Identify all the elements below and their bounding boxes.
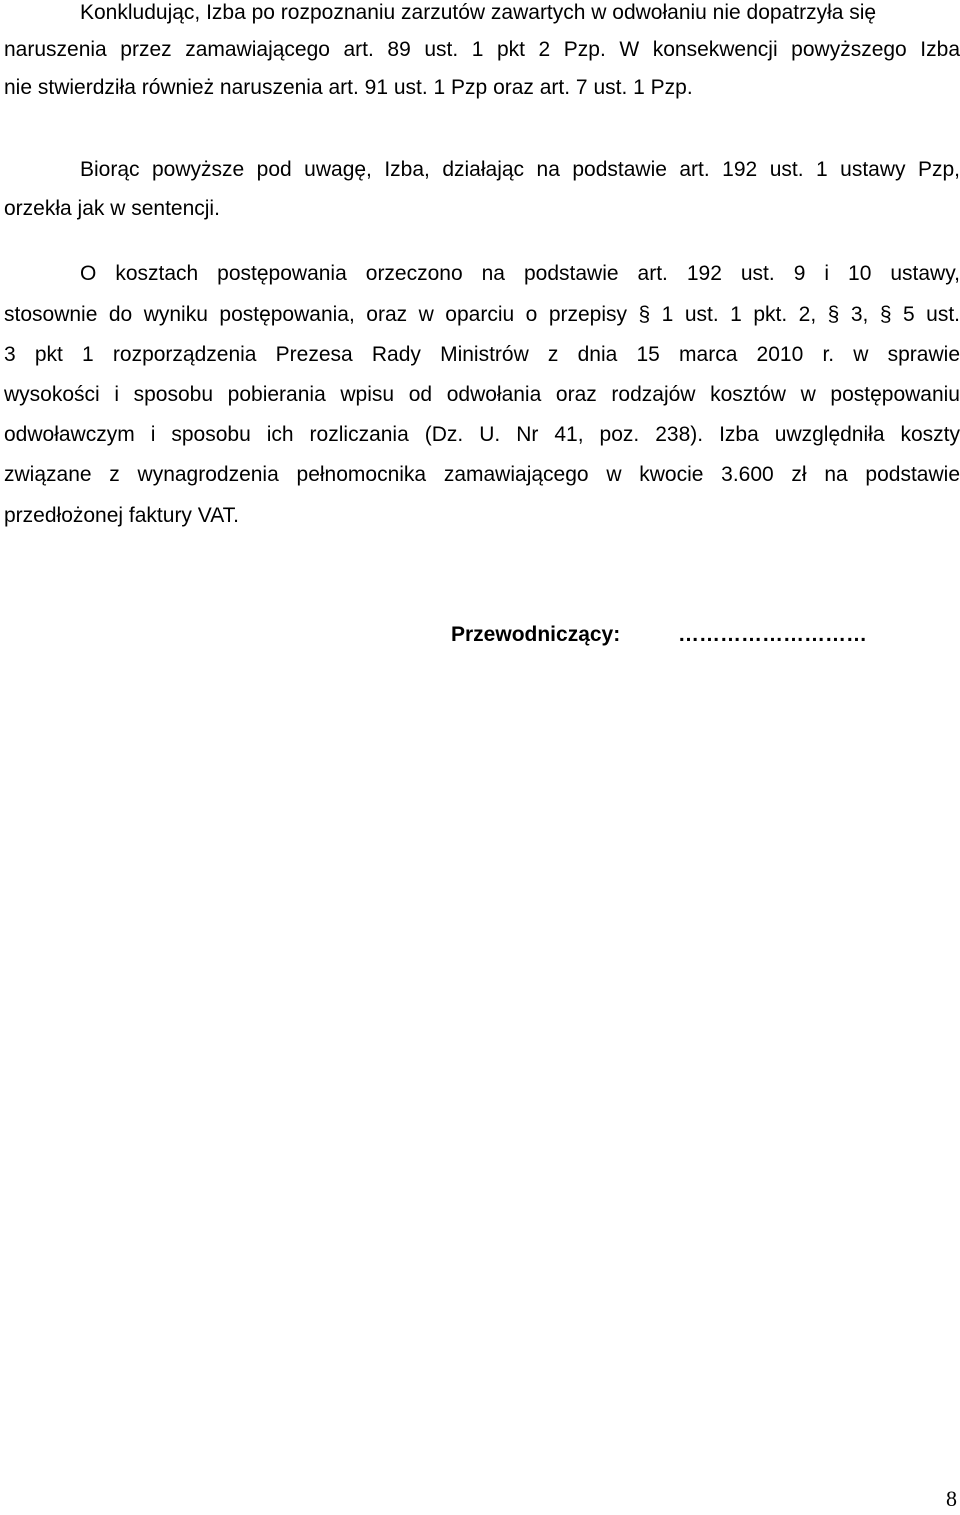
- text-line: nie stwierdziła również naruszenia art. 91 ust. 1 Pzp oraz art. 7 ust. 1 Pzp.: [4, 76, 693, 99]
- text-line: Biorąc powyższe pod uwagę, Izba, działając na podstawie art. 192 ust. 1 ustawy Pzp,: [80, 158, 960, 181]
- text-line: naruszenia przez zamawiającego art. 89 ust. 1 pkt 2 Pzp. W konsekwencji powyższego Izba: [4, 38, 960, 61]
- text-line: orzekła jak w sentencji.: [4, 197, 220, 220]
- signature-line: ………………………: [678, 623, 867, 646]
- text-line: przedłożonej faktury VAT.: [4, 504, 239, 527]
- text-line: 3 pkt 1 rozporządzenia Prezesa Rady Ministrów z dnia 15 marca 2010 r. w sprawie: [4, 343, 960, 366]
- text-line: wysokości i sposobu pobierania wpisu od odwołania oraz rodzajów kosztów w postępowaniu: [4, 383, 960, 406]
- text-line: O kosztach postępowania orzeczono na podstawie art. 192 ust. 9 i 10 ustawy,: [80, 262, 960, 285]
- text-line: odwoławczym i sposobu ich rozliczania (Dz. U. Nr 41, poz. 238). Izba uwzględniła koszty: [4, 423, 960, 446]
- page-number: 8: [946, 1486, 957, 1511]
- text-line: związane z wynagrodzenia pełnomocnika zamawiającego w kwocie 3.600 zł na podstawie: [4, 463, 960, 486]
- signature-label: Przewodniczący:: [451, 623, 621, 646]
- text-line: Konkludując, Izba po rozpoznaniu zarzutów zawartych w odwołaniu nie dopatrzyła się: [80, 1, 877, 24]
- text-line: stosownie do wyniku postępowania, oraz w oparciu o przepisy § 1 ust. 1 pkt. 2, § 3, § 5 ust.: [4, 303, 960, 326]
